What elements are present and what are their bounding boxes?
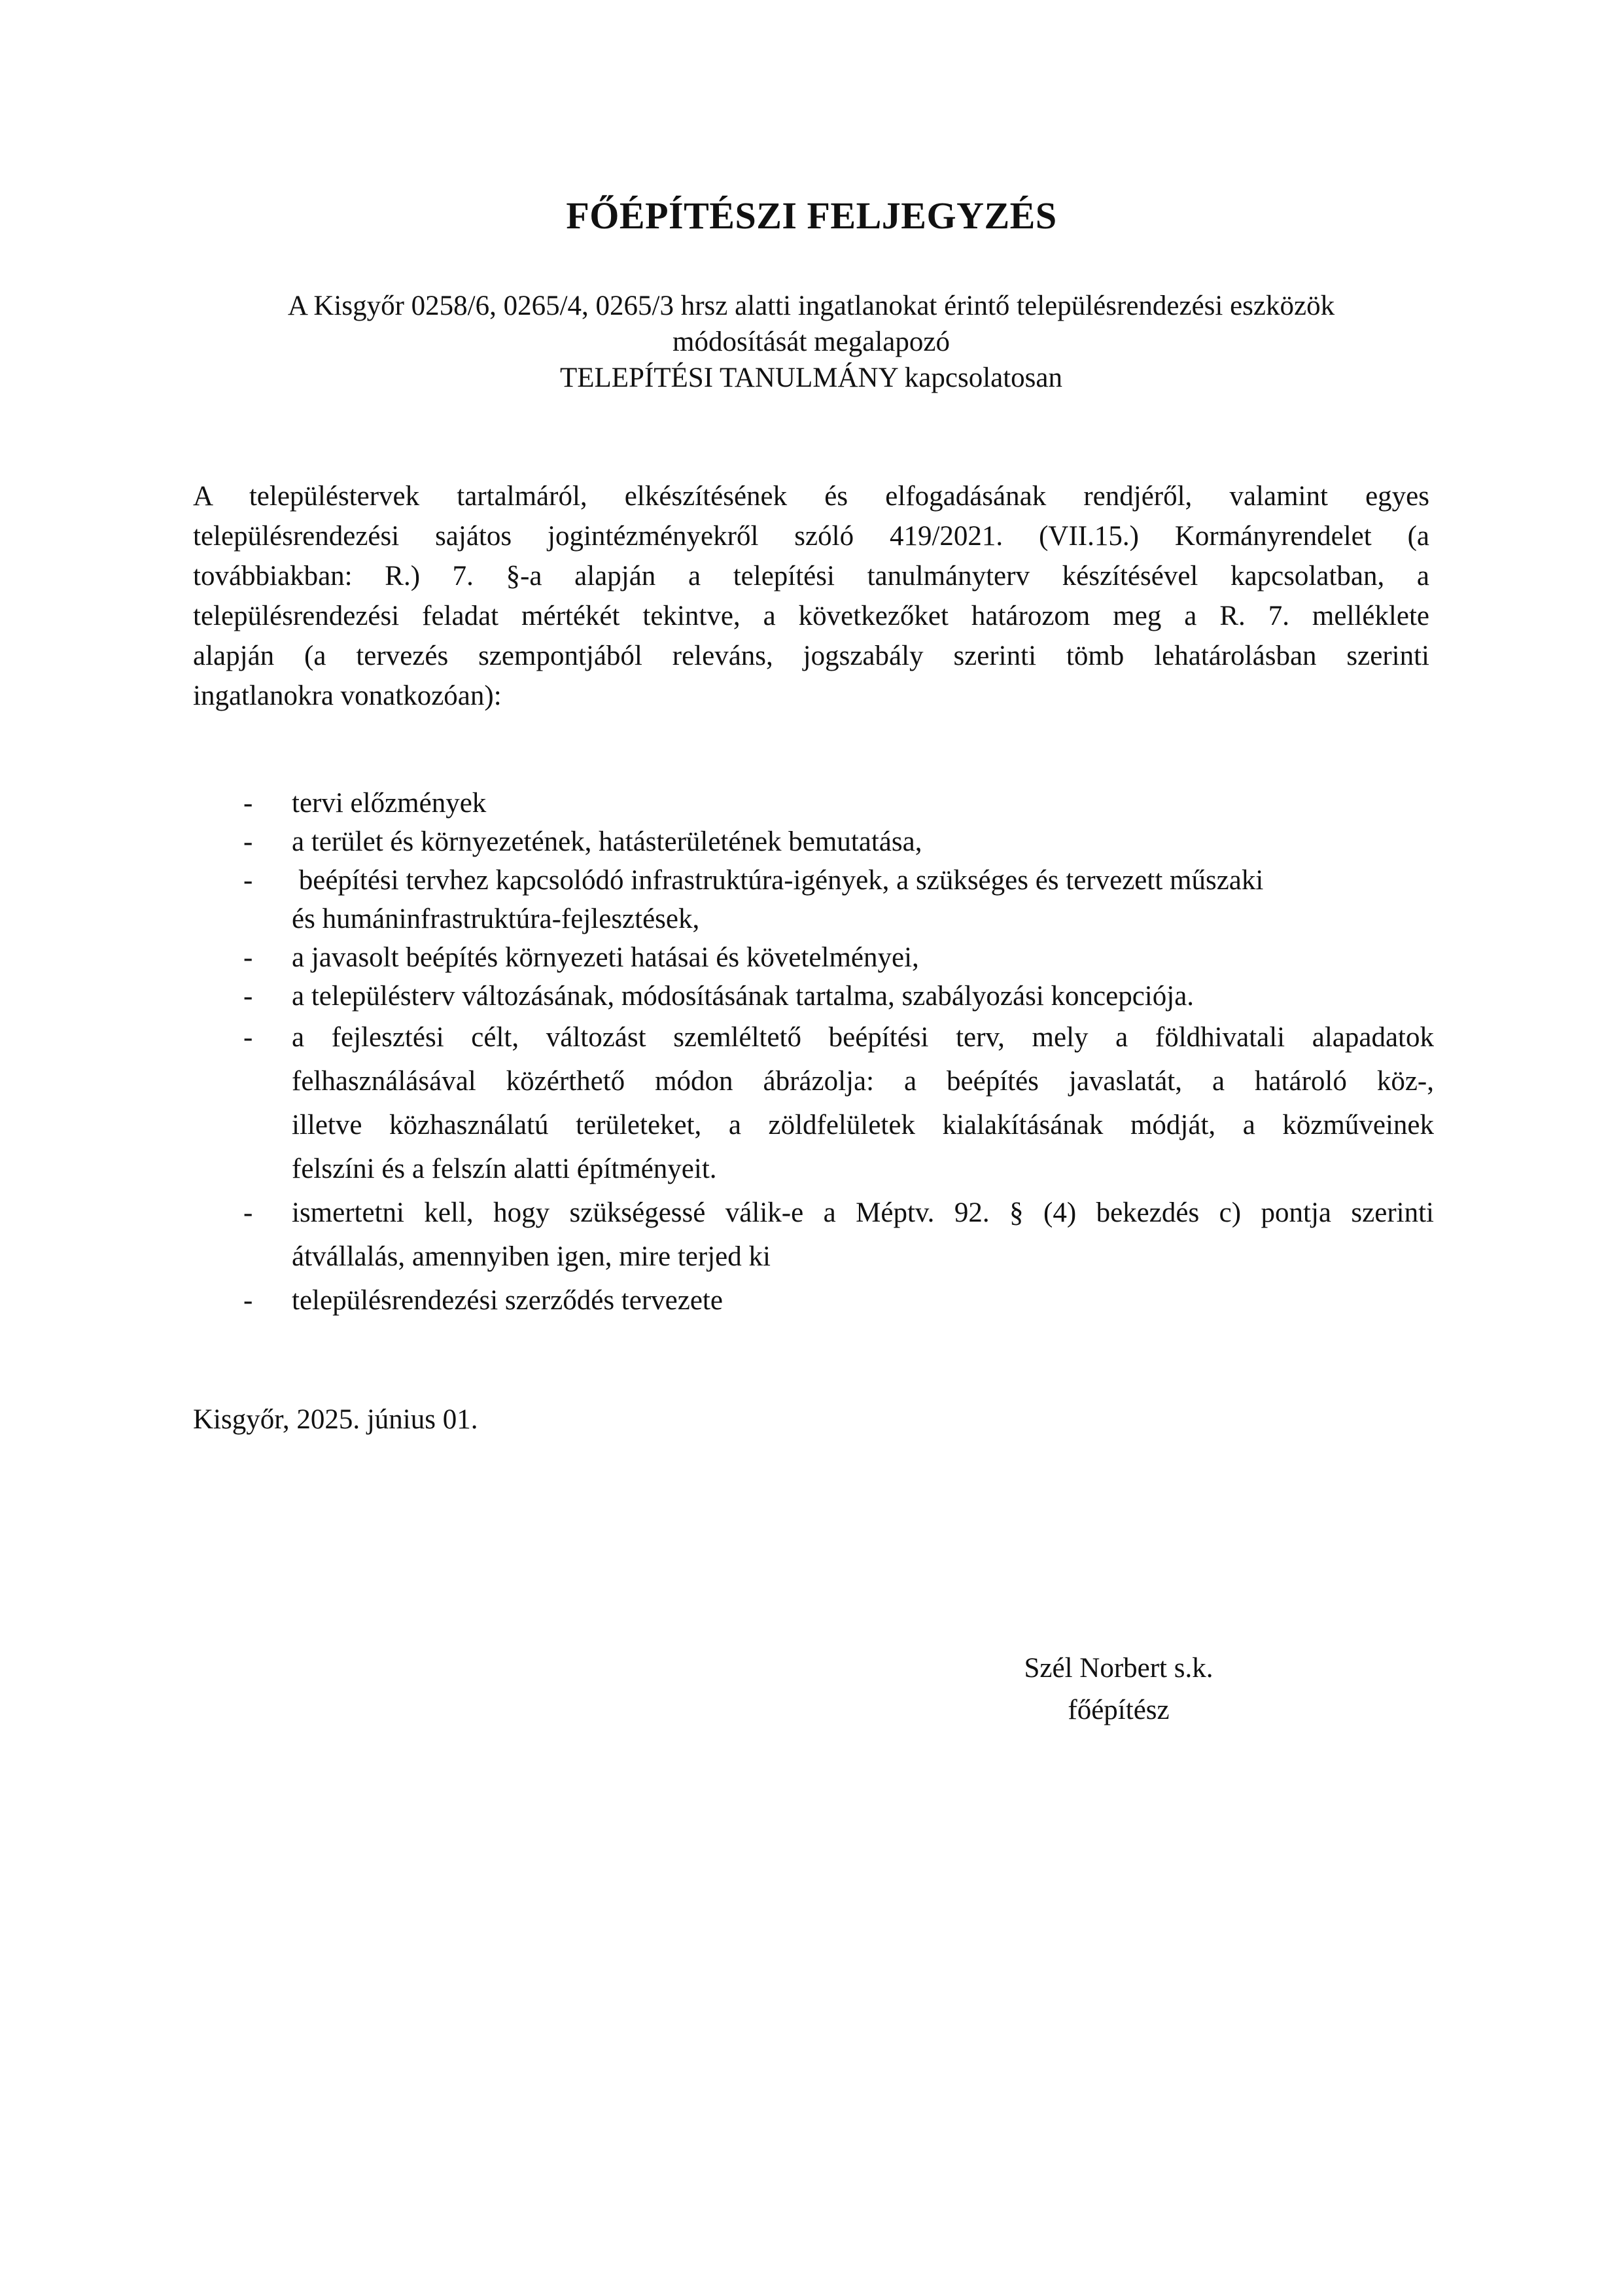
intro-line: továbbiakban: R.) 7. §-a alapján a telepítési tanulmányterv készítésével kapcsolatban, a <box>193 561 1429 592</box>
list-item <box>243 977 1434 1016</box>
list-item-line: átvállalás, amennyiben igen, mire terjed ki <box>292 1241 771 1272</box>
document-subtitle <box>157 288 1465 396</box>
list-item-line: beépítési tervhez kapcsolódó infrastruktúra-igények, a szükséges és tervezett műszaki <box>292 865 1264 896</box>
subtitle-line: A Kisgyőr 0258/6, 0265/4, 0265/3 hrsz alatti ingatlanokat érintő településrendezési eszközök <box>287 291 1335 321</box>
document-title: FŐÉPÍTÉSZI FELJEGYZÉS <box>566 194 1057 237</box>
list-item <box>243 1016 1434 1191</box>
list-dash: - <box>243 826 253 857</box>
list-dash: - <box>243 1285 253 1316</box>
list-item-line: és humáninfrastruktúra-fejlesztések, <box>292 904 700 934</box>
list-item <box>243 938 1434 977</box>
list-item-line: a településterv változásának, módosításának tartalma, szabályozási koncepciója. <box>292 981 1195 1012</box>
intro-paragraph <box>193 476 1429 716</box>
list-dash: - <box>243 942 253 973</box>
subtitle-line: TELEPÍTÉSI TANULMÁNY kapcsolatosan <box>559 362 1063 393</box>
list-item <box>243 861 1434 938</box>
list-dash: - <box>243 788 253 819</box>
list-item-line: illetve közhasználatú területeket, a zöldfelületek kialakításának módját, a közműveinek <box>292 1110 1434 1140</box>
intro-line: településrendezési sajátos jogintézményekről szóló 419/2021. (VII.15.) Kormányrendelet (a <box>193 521 1429 552</box>
subtitle-line: módosítását megalapozó <box>672 327 950 357</box>
signature-block <box>968 1648 1269 1731</box>
list-item-line: a fejlesztési célt, változást szemléltető beépítési terv, mely a földhivatali alapadatok <box>292 1022 1434 1053</box>
list-item-line: a javasolt beépítés környezeti hatásai és követelményei, <box>292 942 919 973</box>
list-item <box>243 822 1434 861</box>
list-item-line: felhasználásával közérthető módon ábrázolja: a beépítés javaslatát, a határoló köz-, <box>292 1066 1434 1097</box>
signatory-name: Szél Norbert s.k. <box>1024 1653 1213 1684</box>
intro-line: településrendezési feladat mértékét tekintve, a következőket határozom meg a R. 7. melléklete <box>193 601 1429 631</box>
list-item-line: a terület és környezetének, hatásterületének bemutatása, <box>292 826 922 857</box>
list-item-line: ismertetni kell, hogy szükségessé válik-e a Méptv. 92. § (4) bekezdés c) pontja szerinti <box>292 1197 1434 1228</box>
intro-line: alapján (a tervezés szempontjából releváns, jogszabály szerinti tömb lehatárolásban szerinti <box>193 641 1429 671</box>
list-dash: - <box>243 1022 253 1053</box>
list-item <box>243 1279 1434 1322</box>
list-dash: - <box>243 981 253 1012</box>
signatory-role: főépítész <box>1068 1695 1170 1725</box>
list-item-line: településrendezési szerződés tervezete <box>292 1285 723 1316</box>
list-dash: - <box>243 1197 253 1228</box>
intro-line: ingatlanokra vonatkozóan): <box>193 680 502 711</box>
list-item <box>243 784 1434 822</box>
list-item <box>243 1191 1434 1279</box>
place-and-date: Kisgyőr, 2025. június 01. <box>193 1404 478 1435</box>
requirements-list <box>243 784 1434 1322</box>
list-dash: - <box>243 865 253 896</box>
list-item-line: tervi előzmények <box>292 788 487 819</box>
intro-line: A településtervek tartalmáról, elkészítésének és elfogadásának rendjéről, valamint egyes <box>193 481 1429 512</box>
list-item-line: felszíni és a felszín alatti építményeit. <box>292 1154 717 1184</box>
